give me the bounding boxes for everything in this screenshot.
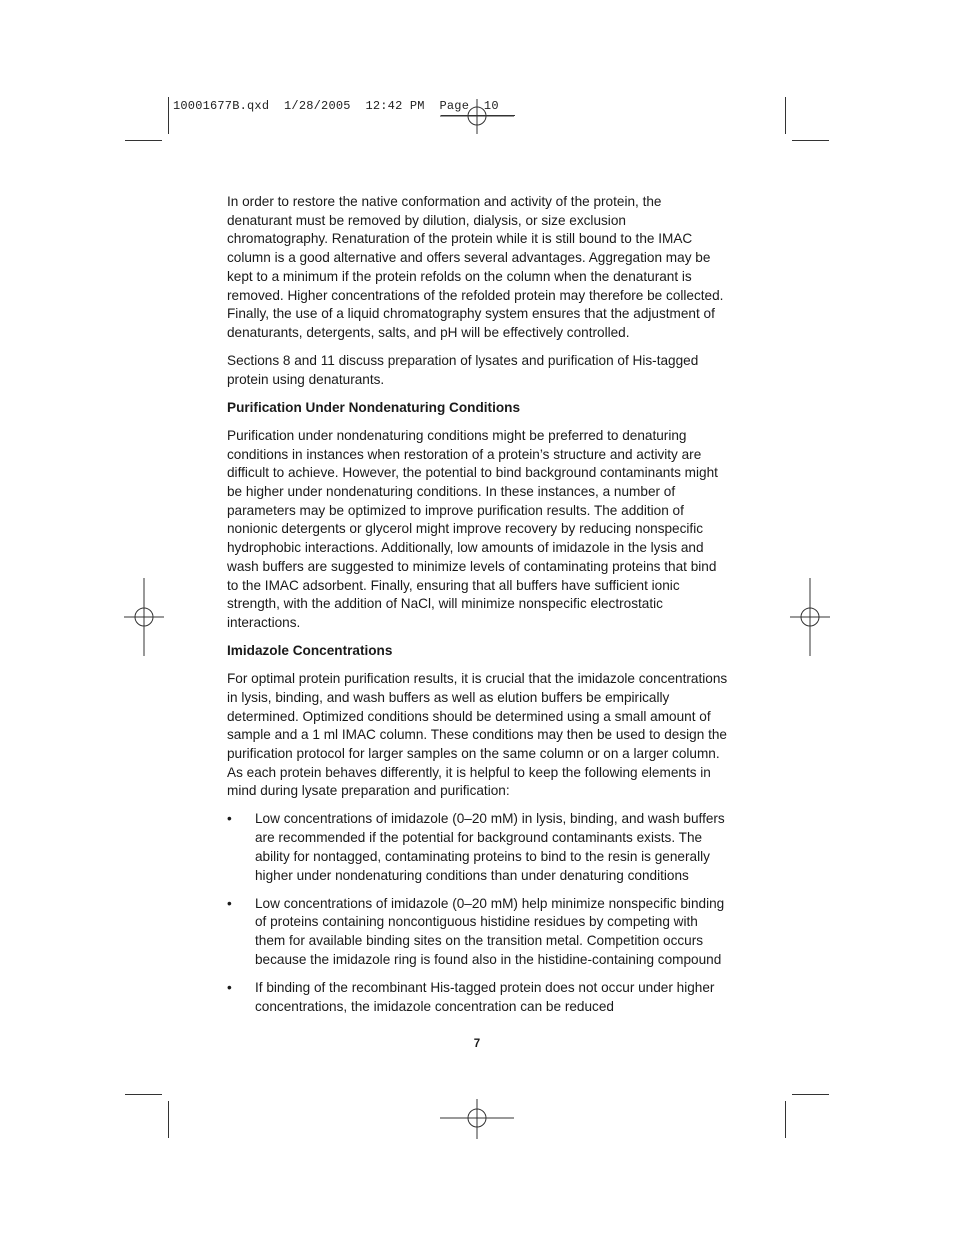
crop-mark-bottom-right-horizontal [792, 1094, 829, 1095]
intro-paragraph-2: Sections 8 and 11 discuss preparation of lysates and purification of His-tagged protein using denaturants. [227, 353, 699, 387]
registration-mark-right [788, 578, 832, 656]
section-heading-nondenaturing: Purification Under Nondenaturing Conditions [227, 399, 521, 415]
list-item [227, 895, 729, 970]
slug-time: 12:42 PM [365, 99, 425, 113]
bullet-icon: • [227, 811, 232, 827]
slug-page-label: Page [439, 99, 470, 113]
page-number: 7 [473, 1038, 481, 1050]
crop-mark-top-left-vertical [168, 97, 169, 134]
section-heading-imidazole: Imidazole Concentrations [227, 643, 393, 659]
list-item [227, 810, 729, 885]
registration-mark-top [437, 99, 517, 135]
crop-mark-bottom-right-vertical [785, 1101, 786, 1138]
bullet-icon: • [227, 979, 232, 995]
slug-date: 1/28/2005 [284, 99, 351, 113]
bullet-icon: • [227, 895, 232, 911]
crop-mark-bottom-left-horizontal [125, 1094, 162, 1095]
list-item [227, 979, 729, 1016]
bullet-list [227, 810, 729, 1016]
crop-mark-bottom-left-vertical [168, 1101, 169, 1138]
list-item-text: Low concentrations of imidazole (0–20 mM) in lysis, binding, and wash buffers are recommended if the potential for background contaminants exists. The ability for nontagged, contaminating proteins to bind to the resin is generally higher under nondenaturing conditions than under denaturing conditions [255, 811, 725, 883]
intro-paragraph-1: In order to restore the native conformation and activity of the protein, the denaturant must be removed by dilution, dialysis, or size exclusion chromatography. Renaturation of the protein while it is still bound to the IMAC column is a good alternative and offers several advantages. Aggregation may be kept to a minimum if the protein refolds on the column when the denaturant is removed. Higher concentrations of the refolded protein may therefore be collected. Finally, the use of a liquid chromatography system ensures that the adjustment of denaturants, detergents, salts, and pH will be effectively controlled. [227, 194, 724, 340]
registration-mark-left [122, 578, 166, 656]
section-paragraph-imidazole: For optimal protein purification results, it is crucial that the imidazole concentrations in lysis, binding, and wash buffers as well as elution buffers be empirically determined. Optimized conditions should be determined using a small amount of sample and a 1 ml IMAC column. These conditions may then be used to design the purification protocol for larger samples on the same column or on a larger column. As each protein behaves differently, it is helpful to keep the following elements in mind during lysate preparation and purification: [227, 671, 728, 799]
crop-mark-top-left-horizontal [125, 140, 162, 141]
crop-mark-top-right-horizontal [792, 140, 829, 141]
slug-file: 10001677B.qxd [173, 99, 270, 113]
registration-mark-bottom [437, 1099, 517, 1139]
section-paragraph-nondenaturing: Purification under nondenaturing conditions might be preferred to denaturing conditions in instances when restoration of a protein’s structure and activity are difficult to achieve. However, the potential to bind background contaminants might be higher under nondenaturing conditions. In these instances, a number of parameters may be optimized to improve purification results. The addition of nonionic detergents or glycerol might improve recovery by reducing nonspecific hydrophobic interactions. Additionally, low amounts of imidazole in the lysis and wash buffers are suggested to minimize levels of contaminating proteins that bind to the IMAC adsorbent. Finally, ensuring that all buffers have sufficient ionic strength, with the addition of NaCl, will minimize nonspecific electrostatic interactions. [227, 427, 718, 630]
list-item-text: If binding of the recombinant His-tagged protein does not occur under higher concentrations, the imidazole concentration can be reduced [255, 979, 715, 1014]
list-item-text: Low concentrations of imidazole (0–20 mM) help minimize nonspecific binding of proteins containing noncontiguous histidine residues by competing with them for available binding sites on the transition metal. Competition occurs because the imidazole ring is found also in the histidine-containing compound [255, 895, 725, 967]
slug-page-number: 10 [483, 99, 499, 113]
crop-mark-top-right-vertical [785, 97, 786, 134]
body-content [227, 193, 729, 1026]
